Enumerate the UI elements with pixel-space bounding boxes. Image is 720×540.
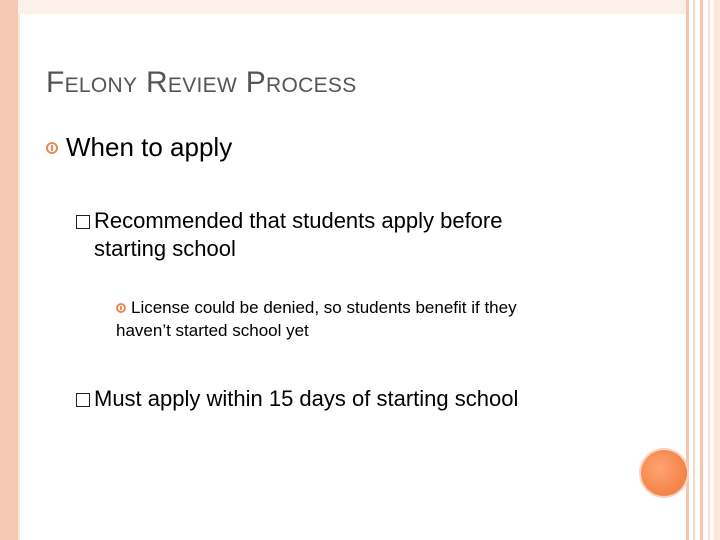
right-rail <box>714 0 720 540</box>
bullet-level2 <box>76 385 596 413</box>
bullet-text: Recommended that students apply before <box>94 208 503 233</box>
right-rail <box>693 0 695 540</box>
left-frame-line <box>18 0 20 540</box>
decorative-orange-circle <box>641 450 687 496</box>
bullet-level3 <box>116 296 596 342</box>
right-rail <box>686 0 689 540</box>
bullet-text: Must apply within 15 days of starting school <box>94 386 519 411</box>
checkbox-bullet-icon <box>76 215 90 229</box>
checkbox-bullet-icon <box>76 393 90 407</box>
bullet-text-continuation: starting school <box>94 236 236 261</box>
bullet-level2 <box>76 207 576 263</box>
circle-bullet-icon <box>116 303 126 313</box>
bullet-text-continuation: haven’t started school yet <box>116 321 309 340</box>
bullet-text: License could be denied, so students benefit if they <box>131 298 517 317</box>
circle-bullet-icon <box>46 142 58 154</box>
left-frame-border <box>0 0 18 540</box>
slide-title: Felony Review Process <box>46 66 357 99</box>
top-frame-band <box>18 0 688 14</box>
right-rail <box>708 0 710 540</box>
bullet-level1 <box>46 132 232 163</box>
bullet-text: When to apply <box>66 132 233 162</box>
right-rail <box>700 0 703 540</box>
